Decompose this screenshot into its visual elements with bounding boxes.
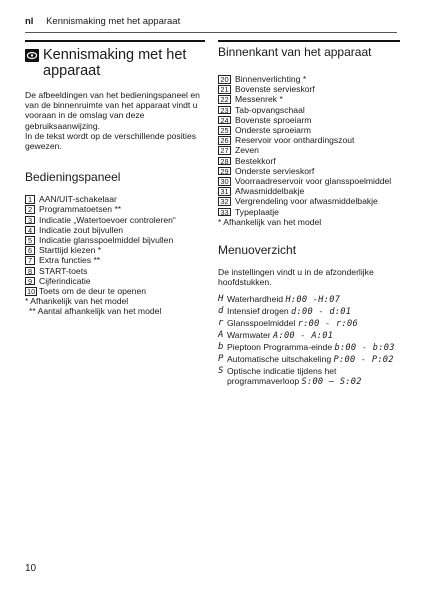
language-code: nl [25,16,34,27]
item-number: 29 [218,167,231,176]
item-label: Voorraadreservoir voor glansspoelmiddel [235,176,392,187]
item-label: Cijferindicatie [39,275,91,286]
page-title: Kennismaking met het apparaat [43,47,187,79]
item-number: 24 [218,116,231,125]
item-number: 3 [25,216,35,225]
list-item [218,145,400,155]
menu-item [218,318,400,329]
list-item [218,74,400,84]
list-item [25,235,205,245]
item-number: 20 [218,75,231,84]
item-number: 28 [218,157,231,166]
item-number: 7 [25,256,35,265]
item-label: Messenrek * [235,94,283,105]
menu-item [218,366,400,387]
item-label: Reservoir voor onthardingszout [235,135,355,146]
item-label: Bestekkorf [235,155,276,166]
item-label: Vergrendeling voor afwasmiddelbakje [235,196,378,207]
menu-symbol: P [218,354,224,365]
item-label: Bovenste sproeiarm [235,114,312,125]
list-item [25,204,205,214]
item-number: 5 [25,236,35,245]
item-number: 6 [25,246,35,255]
list-item [218,166,400,176]
item-number: 10 [27,287,36,297]
item-label: Indicatie zout bijvullen [39,224,124,235]
item-label: START-toets [39,265,88,276]
menu-range: d:00 - d:01 [291,307,352,318]
item-label: Toets om de deur te openen [39,286,147,297]
menu-item [218,354,400,365]
list-item [218,105,400,115]
item-number: 27 [218,146,231,155]
list-item [218,94,400,104]
menu-label: Glansspoelmiddel [227,318,298,329]
list-item [218,156,400,166]
list-item [25,245,205,255]
item-label: Afwasmiddelbakje [235,186,305,197]
item-label: AAN/UIT-schakelaar [39,194,117,205]
item-number: 33 [218,208,231,217]
list-item [218,207,400,217]
menu-item [218,306,400,317]
right-column [218,40,400,388]
item-label: Indicatie glansspoelmiddel bijvullen [39,235,174,246]
header-title: Kennismaking met het apparaat [46,16,181,27]
list-item [218,84,400,94]
section-heading-control-panel: Bedieningspaneel [25,170,121,185]
interior-list [218,74,400,217]
item-label: Binnenverlichting * [235,74,307,84]
section-heading-menu: Menuoverzicht [218,243,297,258]
list-item [218,176,400,186]
list-item [25,194,205,204]
menu-range: P:00 - P:02 [333,355,394,366]
menu-symbol: d [218,306,224,317]
menu-range: H:00 -H:07 [285,295,341,306]
left-column [25,40,205,317]
item-label: Onderste sproeiarm [235,125,311,136]
menu-range: A:00 - A:01 [273,331,334,342]
menu-symbol: S [218,366,224,377]
menu-label: Waterhardheid [227,294,286,305]
menu-item [218,342,400,353]
page-number: 10 [25,563,37,574]
item-number: 26 [218,136,231,145]
menu-range: S:00 – S:02 [301,377,362,388]
item-number: 22 [218,95,231,104]
item-number: 8 [25,267,35,276]
item-number: 23 [218,106,231,115]
item-number: 9 [25,277,35,286]
info-icon [25,49,39,62]
intro-line-2: van de binnenruimte van het apparaat vindt u vooraan in de omslag van deze gebruiksaanwijzing. [25,100,198,131]
menu-label: Intensief drogen [227,306,292,317]
list-item [218,115,400,125]
menu-symbol: A [218,330,224,341]
menu-range: b:00 - b:03 [334,343,395,354]
intro-line-1: De afbeeldingen van het bedieningspaneel en [25,90,200,100]
item-number: 2 [25,205,35,214]
menu-label: Warmwater [227,330,273,341]
list-item [25,266,205,276]
item-number: 21 [218,85,231,94]
item-label: Bovenste servieskorf [235,84,315,95]
item-number: 1 [25,195,35,204]
control-panel-list [25,194,205,296]
intro-line-3: In de tekst wordt op de verschillende posities gewezen. [25,130,197,152]
list-item [218,186,400,196]
list-item [218,196,400,206]
item-number: 32 [218,197,231,206]
menu-label: Optische indicatie tijdens het programmaverloop [227,366,337,387]
menu-label: Automatische uitschakeling [227,354,334,365]
item-label: Extra functies ** [39,255,101,266]
list-item [25,286,205,296]
menu-range: r:00 - r:06 [297,319,358,330]
menu-item [218,330,400,341]
menu-item [218,294,400,305]
list-item [25,225,205,235]
item-label: Tab-opvangschaal [235,104,305,115]
list-item [25,255,205,265]
footnote-model: * Afhankelijk van het model [218,216,322,227]
menu-symbol: b [218,342,224,353]
header-divider [25,32,397,33]
menu-symbol: r [218,318,224,329]
item-label: Onderste servieskorf [235,165,315,176]
list-item [218,125,400,135]
footnote-count: ** Aantal afhankelijk van het model [29,306,162,317]
menu-label: Pieptoon Programma-einde [227,342,335,353]
item-label: Starttijd kiezen * [39,245,102,256]
item-label: Indicatie „Watertoevoer controleren“ [39,214,176,225]
section-heading-interior: Binnenkant van het apparaat [218,45,372,59]
item-number: 30 [218,177,231,186]
list-item [25,276,205,286]
section-title-block [25,40,205,79]
item-label: Zeven [235,145,259,156]
footnote-model: * Afhankelijk van het model [25,296,129,307]
menu-intro: De instellingen vindt u in de afzonderlijke hoofdstukken. [218,267,374,288]
item-number: 4 [25,226,35,235]
list-item [218,135,400,145]
page-header [25,14,397,30]
menu-symbol: H [218,294,224,305]
item-number: 31 [218,187,231,196]
list-item [25,215,205,225]
item-number: 25 [218,126,231,135]
item-label: Programmatoetsen ** [39,204,122,215]
menu-overview-list [218,294,400,387]
item-label: Typeplaatje [235,206,279,217]
